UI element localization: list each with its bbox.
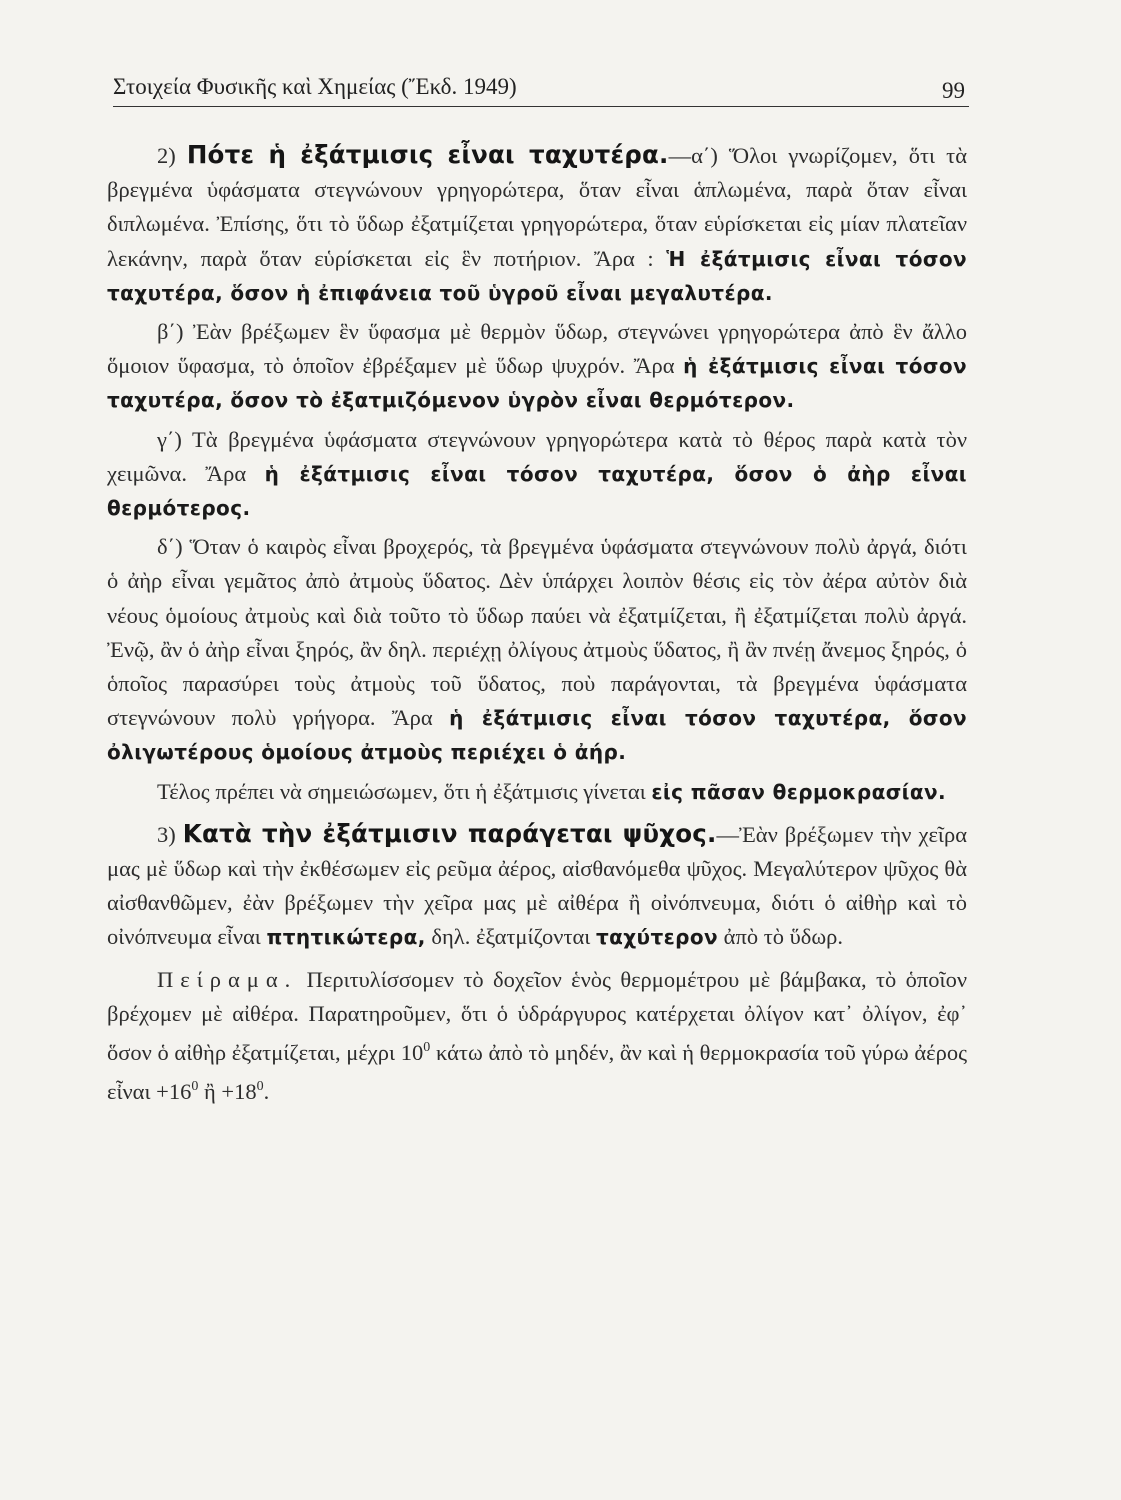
experiment-label: Πείραμα. [157,966,298,992]
paragraph-2b [107,315,967,418]
paragraph-experiment [107,963,967,1110]
conjunction: ἢ [203,1079,216,1105]
paragraph-text: —α΄) Ὅλοι γνωρίζομεν, ὅτι τὰ βρεγμένα ὑφάσματα στεγνώνουν γρηγορώτερα, ὅταν εἶναι ἁπλωμένα, παρὰ ὅταν εἶναι διπλωμένα. Ἐπίσης, ὅτι τὸ ὕδωρ ἐξατμίζεται γρηγορώτερα, ὅταν εὑρίσκεται εἰς μίαν πλατεῖαν λεκάνην, παρὰ ὅταν εὑρίσκεται εἰς ἓν ποτήριον. Ἄρα : [107,143,968,271]
temperature-number: +18 [221,1079,257,1105]
paragraph-text: —Ἐὰν βρέξωμεν τὴν χεῖρα μας μὲ ὕδωρ καὶ τὴν ἐκθέσωμεν εἰς ρεῦμα ἀέρος, αἰσθανόμεθα ψῦχος. Μεγαλύτερον ψῦχος θὰ αἰσθανθῶμεν, ἐὰν βρέξωμεν τὴν χεῖρα μας μὲ αἰθέρα ἢ οἰνόπνευμα, διότι ὁ αἰθὴρ καὶ τὸ οἰνόπνευμα εἶναι [107,821,968,950]
degree-mark: 0 [423,1040,431,1056]
degree-mark: 0 [191,1079,199,1095]
paragraph-3 [107,817,967,955]
degree-mark: 0 [256,1079,264,1095]
paragraph-2a [107,138,967,310]
temperature-number: 10 [400,1040,424,1066]
running-title: Στοιχεία Φυσικῆς καὶ Χημείας (Ἔκδ. 1949) [113,74,517,99]
paragraph-text: δ΄) Ὅταν ὁ καιρὸς εἶναι βροχερός, τὰ βρεγμένα ὑφάσματα στεγνώνουν πολὺ ἀργά, διότι ὁ ἀὴρ εἶναι γεμᾶτος ἀπὸ ἀτμοὺς ὕδατος. Δὲν ὑπάρχει λοιπὸν θέσις εἰς τὸν ἀέρα αὐτὸν διὰ νέους ὁμοίους ἀτμοὺς καὶ διὰ τοῦτο τὸ ὕδωρ παύει νὰ ἐξατμίζεται, ἢ ἐξατμίζεται πολὺ ἀργά. Ἐνῷ, ἂν ὁ ἀὴρ εἶναι ξηρός, ἂν δηλ. περιέχῃ ὀλίγους ἀτμοὺς ὕδατος, ἢ ἂν πνέῃ ἄνεμος ξηρός, ὁ ὁποῖος παρασύρει τοὺς ἀτμοὺς τοῦ ὕδατος, ποὺ παράγονται, τὰ βρεγμένα ὑφάσματα στεγνώνουν πολὺ γρήγορα. Ἄρα [107,534,967,731]
page-number: 99 [942,78,965,103]
temperature-value [156,1079,198,1104]
bold-conclusion: ἡ ἐξάτμισις εἶναι τόσον ταχυτέρα, ὅσον ὁ ἀὴρ εἶναι θερμότερος. [107,461,968,521]
bold-conclusion: Ἡ ἐξάτμισις εἶναι τόσον ταχυτέρα, ὅσον ἡ ἐπιφάνεια τοῦ ὑγροῦ εἶναι μεγαλυτέρα. [107,246,968,305]
page-header [113,72,969,107]
paragraph-text: Τέλος πρέπει νὰ σημειώσωμεν, ὅτι ἡ ἐξάτμισις γίνεται [157,778,646,804]
paragraph-text: γ΄) Τὰ βρεγμένα ὑφάσματα στεγνώνουν γρηγορώτερα κατὰ τὸ θέρος παρὰ κατὰ τὸν χειμῶνα. Ἄρα [107,426,967,486]
section-number: 3) [157,821,176,847]
section-number: 2) [157,143,176,168]
paragraph-text: δηλ. ἐξατμίζονται [431,924,591,950]
bold-term: πτητικώτερα, [266,925,426,950]
paragraph-text: β΄) Ἐὰν βρέξωμεν ἓν ὕφασμα μὲ θερμὸν ὕδωρ, στεγνώνει γρηγορώτερα ἀπὸ ἓν ἄλλο ὅμοιον ὕφασμα, τὸ ὁποῖον ἐβρέξαμεν μὲ ὕδωρ ψυχρόν. Ἄρα [107,319,967,379]
bold-conclusion: εἰς πᾶσαν θερμοκρασίαν. [651,779,947,804]
section-heading: Κατὰ τὴν ἐξάτμισιν παράγεται ψῦχος. [182,818,717,848]
temperature-number: +16 [156,1079,192,1105]
paragraph-text: ἀπὸ τὸ ὕδωρ. [723,924,844,950]
page-body [107,138,967,1114]
temperature-value [401,1040,431,1065]
temperature-value [221,1079,263,1104]
paragraph-text: κάτω ἀπὸ τὸ μηδέν, ἂν καὶ ἡ θερμοκρασία τοῦ γύρω ἀέρος εἶναι [107,1040,968,1105]
bold-term: ταχύτερον [595,925,719,950]
paragraph-2d [107,530,967,769]
paragraph-text: Περιτυλίσσομεν τὸ δοχεῖον ἑνὸς θερμομέτρου μὲ βάμβακα, τὸ ὁποῖον βρέχομεν μὲ αἰθέρα. Παρατηροῦμεν, ὅτι ὁ ὑδράργυρος κατέρχεται ὀλίγον κατ᾽ ὀλίγον, ἐφ᾽ ὅσον ὁ αἰθὴρ ἐξατμίζεται, μέχρι [107,966,968,1066]
section-heading: Πότε ἡ ἐξάτμισις εἶναι ταχυτέρα. [186,140,669,169]
paragraph-2c [107,423,967,526]
bold-conclusion: ἡ ἐξάτμισις εἶναι τόσον ταχυτέρα, ὅσον ὀλιγωτέρους ὁμοίους ἀτμοὺς περιέχει ὁ ἀήρ. [107,706,967,765]
sentence-end: . [263,1079,270,1105]
bold-conclusion: ἡ ἐξάτμισις εἶναι τόσον ταχυτέρα, ὅσον τὸ ἐξατμιζόμενον ὑγρὸν εἶναι θερμότερον. [107,354,968,413]
paragraph-2e [107,775,967,809]
